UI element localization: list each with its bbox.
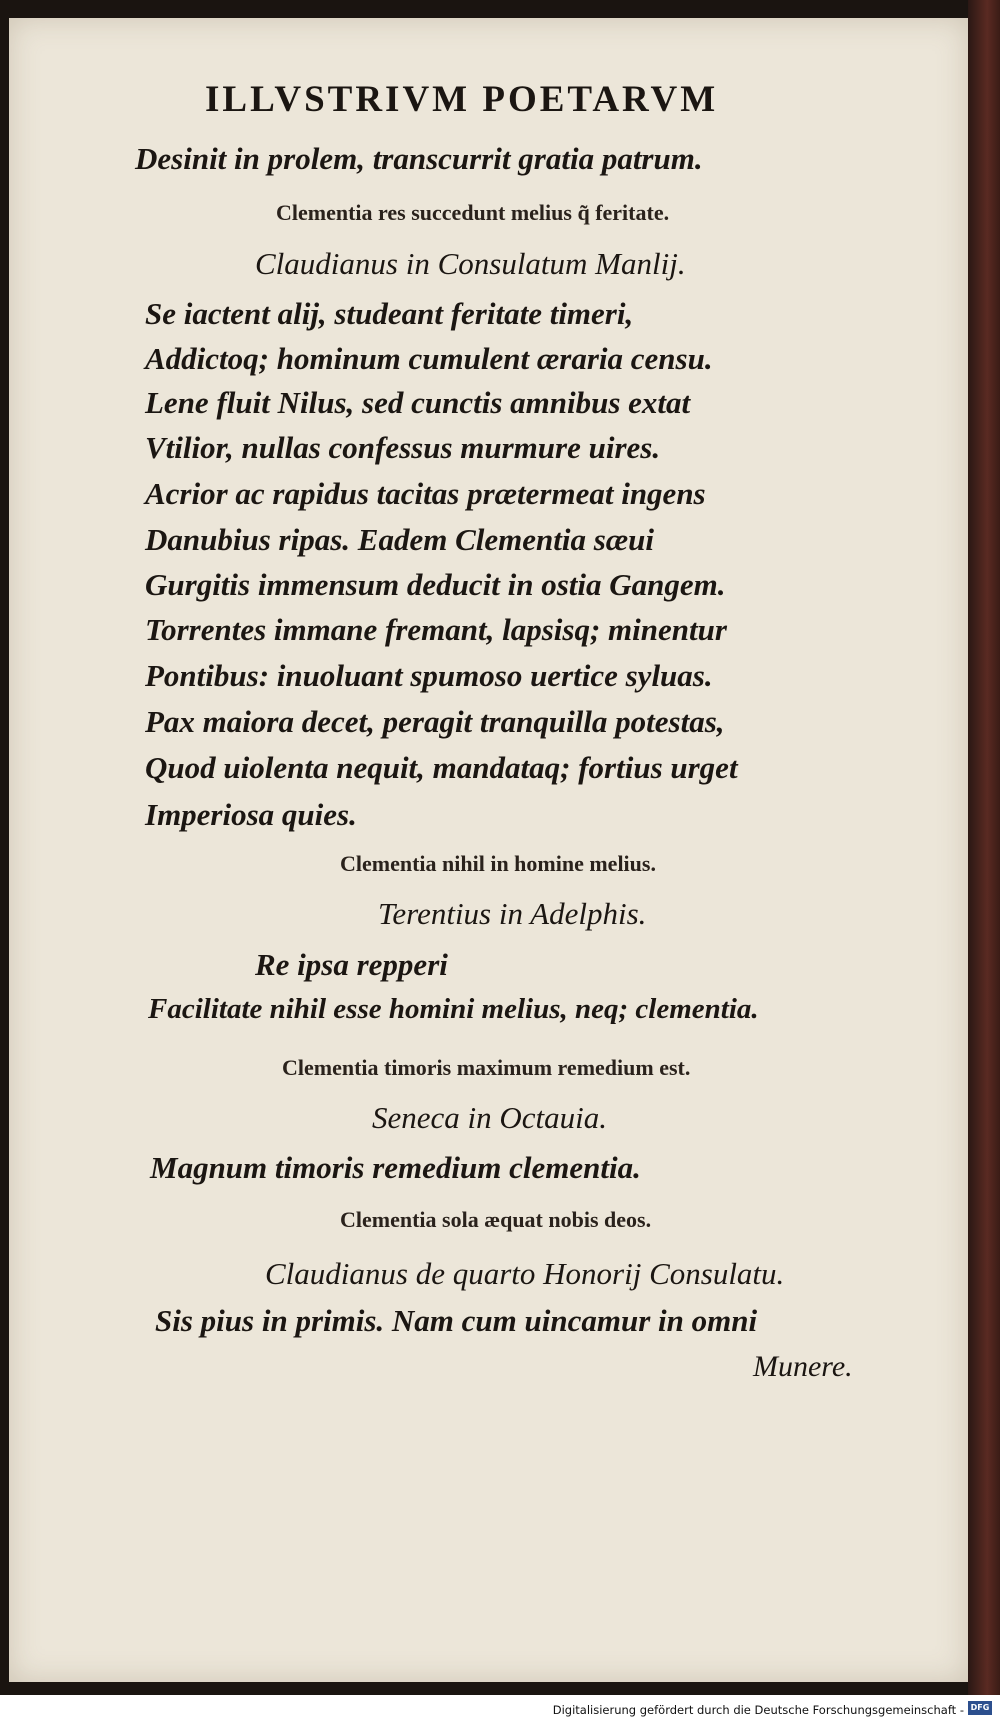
verse-line: Gurgitis immensum deducit in ostia Gangem. xyxy=(145,567,726,602)
source-heading: Seneca in Octauia. xyxy=(372,1100,608,1135)
source-heading: Terentius in Adelphis. xyxy=(378,896,647,931)
dfg-logo: DFG xyxy=(968,1701,992,1715)
verse-line: Imperiosa quies. xyxy=(145,797,357,832)
rubric: Clementia timoris maximum remedium est. xyxy=(282,1055,691,1080)
verse-line: Facilitate nihil esse homini melius, neq; clementia. xyxy=(148,993,759,1025)
verse-line: Re ipsa repperi xyxy=(255,947,448,982)
verse-line: Se iactent alij, studeant feritate timeri, xyxy=(145,296,634,331)
rubric: Clementia nihil in homine melius. xyxy=(340,851,656,876)
running-header: ILLVSTRIVM POETARVM xyxy=(205,79,719,120)
verse-line: Desinit in prolem, transcurrit gratia patrum. xyxy=(135,141,703,176)
funding-credit: Digitalisierung gefördert durch die Deutsche Forschungsgemeinschaft - xyxy=(552,1703,964,1717)
verse-line: Addictoq; hominum cumulent æraria censu. xyxy=(145,341,713,376)
verse-line: Acrior ac rapidus tacitas prætermeat ingens xyxy=(145,476,706,511)
verse-line: Quod uiolenta nequit, mandataq; fortius urget xyxy=(145,750,738,785)
verse-line: Pax maiora decet, peragit tranquilla potestas, xyxy=(145,704,725,739)
verse-line: Lene fluit Nilus, sed cunctis amnibus extat xyxy=(145,385,691,420)
catchword: Munere. xyxy=(753,1350,853,1383)
source-heading: Claudianus de quarto Honorij Consulatu. xyxy=(265,1256,785,1291)
verse-line: Vtilior, nullas confessus murmure uires. xyxy=(145,430,661,465)
book-edge xyxy=(968,0,1000,1700)
verse-line: Sis pius in primis. Nam cum uincamur in omni xyxy=(155,1303,758,1338)
verse-line: Magnum timoris remedium clementia. xyxy=(150,1150,641,1185)
verse-line: Pontibus: inuoluant spumoso uertice syluas. xyxy=(145,658,713,693)
rubric: Clementia res succedunt melius q̃ feritate. xyxy=(276,200,670,225)
verse-line: Danubius ripas. Eadem Clementia sæui xyxy=(145,522,655,557)
verse-line: Torrentes immane fremant, lapsisq; minentur xyxy=(145,612,727,647)
source-heading: Claudianus in Consulatum Manlij. xyxy=(255,246,686,281)
rubric: Clementia sola æquat nobis deos. xyxy=(340,1207,652,1232)
